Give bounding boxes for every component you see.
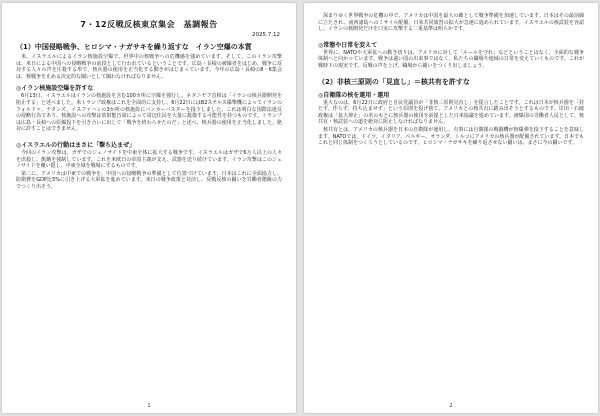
subsection-iran-heading: ◎イラン核施設空爆を許すな <box>16 85 94 93</box>
subsection-sdf-heading: ◎自衛隊の核を運用・運用 <box>318 91 390 99</box>
subsection-iran-body: 6月13日、イスラエルはイランの核施設を含む100カ所に空爆を強行し、ネタニヤフ首相は「イランの核兵器開発を阻止する」と述べました。米トランプ政権はこれを全面的に支持し、6月22日にはB2ステルス爆撃機によってイランのフォルドゥ、ナタンズ、イスファハンの3か所の核施設にバンカーバスターを投下しました。これは明白な国際法違反の侵略行為であり、核施設への攻撃は放射能汚染によって周辺住民を大量に殺傷する可能性を持つものです。トランプは広島・長崎への原爆投下を引き合いに出して「戦争を終わらせたのだ」と述べ、核兵器の使用を正当化しました。絶対に許すことはできません。 <box>16 93 282 133</box>
page-2-intro: 深まりゆく世界戦争の危機の中で、アメリカは中国を最大の敵として戦争準備を加速しています。日本はその最前線に立たされ、南西諸島へのミサイル配備、日米共同演習の拡大が急速に進められています。イスラエルの核武装を容認し、イランの核開発だけを口実に攻撃する二重基準は明らかです。 <box>318 13 584 33</box>
subsection-standard-body: 世界に、NATOや大軍拡への動き切りは、アメリカに対して「ルールを守れ」などということはなく、全面的な戦争体制へと向かっています。戦争は遠い国の出来事ではなく、私たちの職場や地域の日常を変えていくものです。これが戦時下の現実です。反戦の声を上げ、職場から闘いをつくり出しましょう。 <box>318 49 584 69</box>
document-page-1 <box>2 3 296 413</box>
page-number: 2 <box>449 403 453 409</box>
subsection-israel-body: 今回のイラン攻撃は、ガザでのジェノサイドを中東全体に拡大する戦争です。イスラエルはガザで6万人以上の人々を虐殺し、飢餓を強制しています。これを米欧日の帝国主義が支え、武器を送り続けています。イラン攻撃はこのジェノサイドを覆い隠し、中東全域を戦場にするものです。 <box>16 149 282 170</box>
section-2-heading: （2）非核三原則の「見直し」＝核共有を許すな <box>318 77 470 86</box>
page-number: 1 <box>147 403 151 409</box>
document-title: 7・12反戦反核東京集会 基調報告 <box>80 20 218 29</box>
subsection-standard-heading: ◎常態や日常を変えて <box>318 41 378 49</box>
subsection-israel-heading: ◎イスラエルの行動はまさに「撃ち込まぜ」 <box>16 141 136 149</box>
subsection-sdf-body: 重大なのは、6月22日に政府と自民党議員が「非核三原則見直し」を提言したことです。これは日本が核兵器を「持たず、作らず、持ち込ませず」という原則を投げ捨て、アメリカとの核共有に踏み出そうとするものです。岸田・石破政権は「拡大抑止」の名のもとに核兵器の使用を前提とした日米協議を進めています。被爆国の労働者人民として、核共有・核武装への道を絶対に阻止しなければなりません。 <box>318 99 584 126</box>
subsection-israel-body-2: 第二に、アメリカは中東での戦争を、中国への侵略戦争の準備として位置づけています。日本はこれに全面協力し、防衛費をGDP比5%に引き上げる大軍拡を進めています。米日の戦争政策と対決し、反戦反核の闘いを労働者階級の力でつくり出そう。 <box>16 170 282 190</box>
subsection-sdf-body-2: 核共有とは、アメリカの核兵器を日本の自衛隊が運用し、有事には自衛隊の戦闘機が核爆弾を投下することを意味します。NATOでは、ドイツ、イタリア、ベルギー、オランダ、トルコにアメリカの核兵器が配備されています。日本でもこれと同じ体制をつくろうとしているのです。ヒロシマ・ナガサキを繰り返させない闘いは、まさに今の闘いです。 <box>318 126 584 147</box>
section-1-heading: （1）中国侵略戦争、ヒロシマ・ナガサキを繰り返すな イラン空爆の本質 <box>16 43 252 51</box>
document-page-2 <box>304 3 598 413</box>
document-date: 2025.7.12 <box>252 32 280 38</box>
section-1-intro: 米、イスラエルによるイラン核施設空爆で、世界中の核戦争への危機感を強めています。そして、このイラン攻撃は、米日による中国への侵略戦争の前段として行われているということです。広島・長崎の被爆者をはじめ、戦争に反対する人々の声を圧殺する形で、核兵器の使用を正当化する動きがはじまっています。今年の広島・長崎の8・6集会は、核戦争を止める決定的な闘いとして闘わなければなりません。 <box>16 54 282 80</box>
